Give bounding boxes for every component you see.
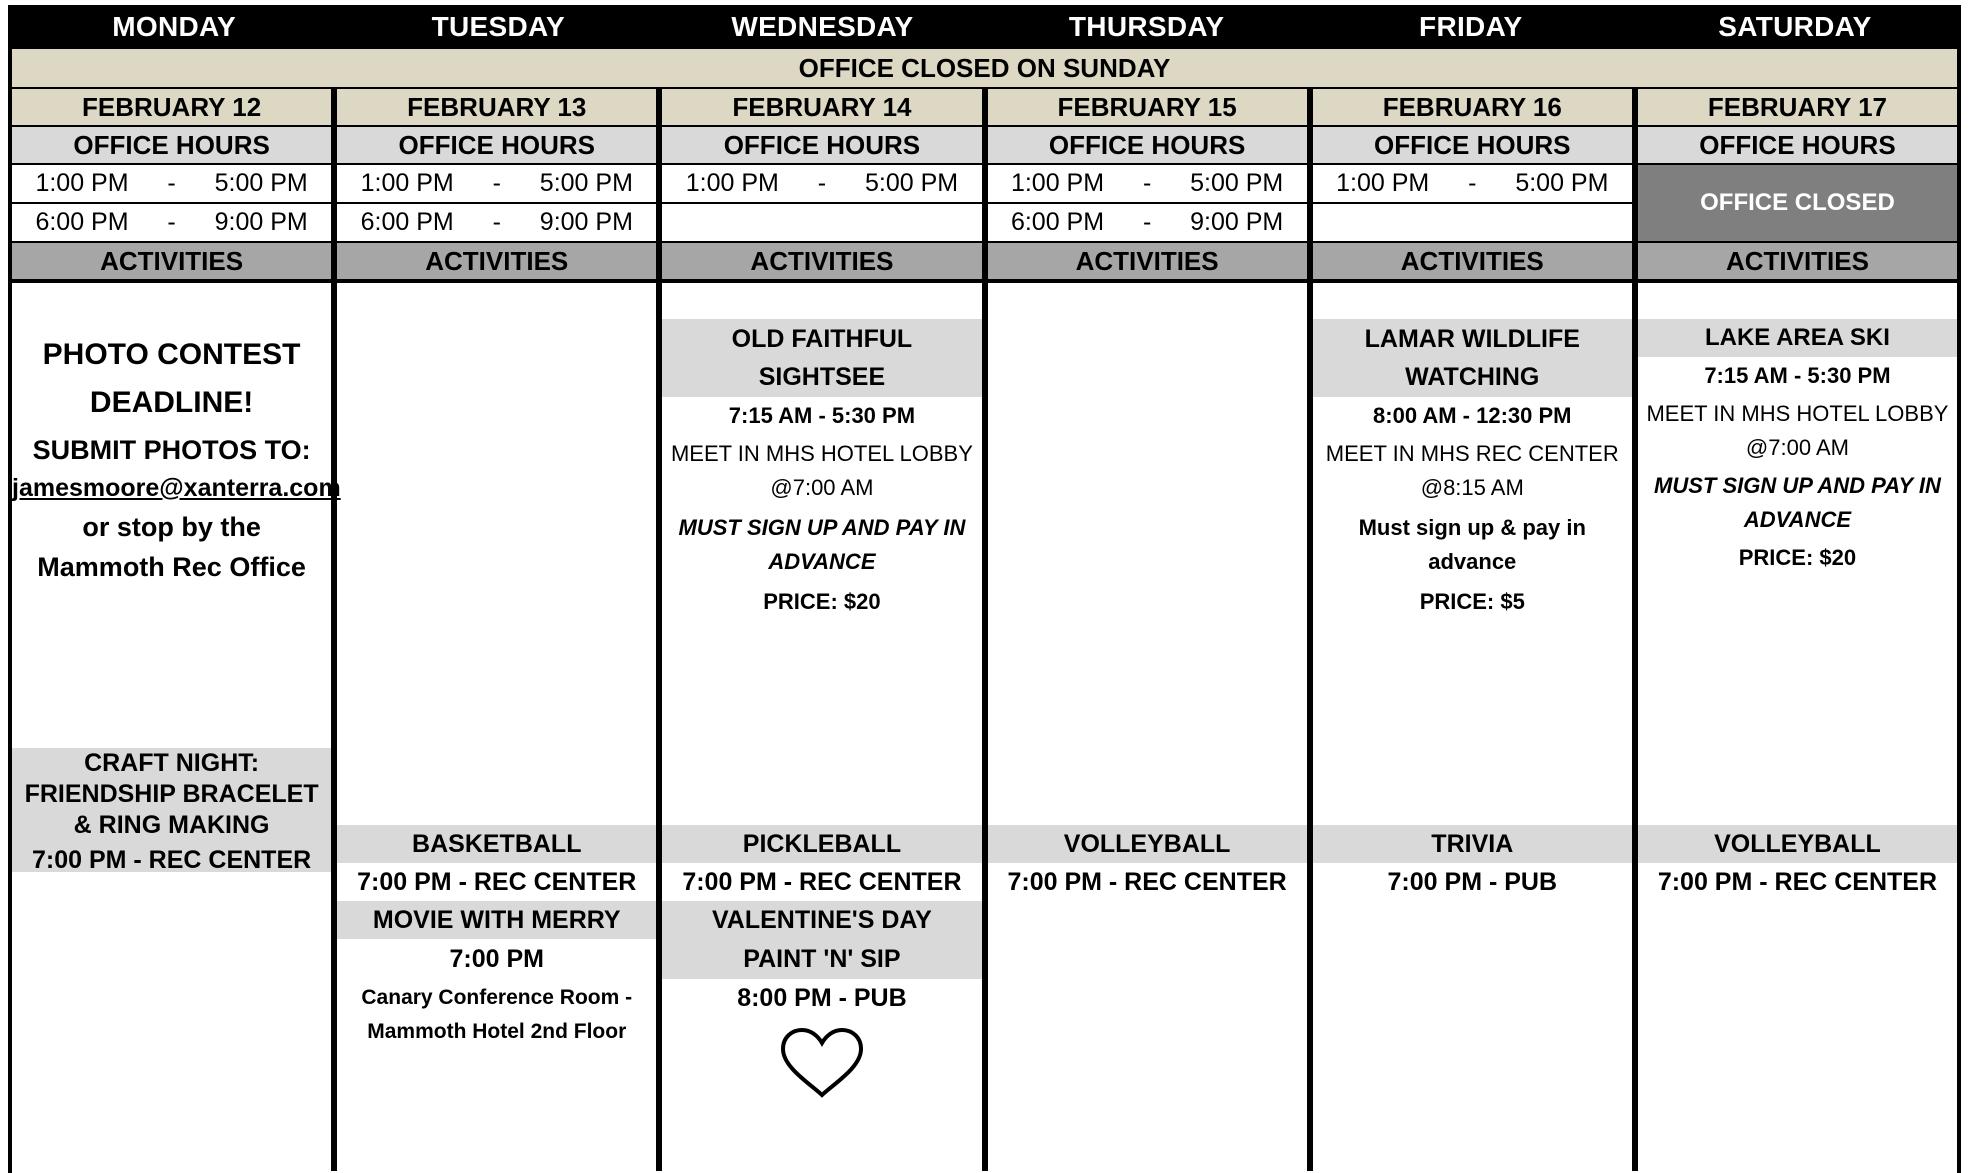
evening-activity-time: 7:00 PM - REC CENTER <box>1657 868 1938 896</box>
trip-title-2: WATCHING <box>1405 363 1540 391</box>
hours-row <box>1313 165 1632 204</box>
movie-time: 7:00 PM <box>449 945 544 973</box>
evening-activity-name: BASKETBALL <box>337 825 656 863</box>
hours-dash: - <box>167 208 176 236</box>
day-monday: MONDAY <box>112 11 236 42</box>
craft-line-1: CRAFT NIGHT: <box>84 749 260 777</box>
hours-row-empty <box>1313 204 1632 243</box>
office-hours-label: OFFICE HOURS <box>988 127 1307 165</box>
office-hours-label: OFFICE HOURS <box>1313 127 1632 165</box>
evening-activity-name: TRIVIA <box>1313 825 1632 863</box>
evening-activity-name: VOLLEYBALL <box>988 825 1307 863</box>
trip-time: 7:15 AM - 5:30 PM <box>728 403 916 428</box>
rec-office-text: Mammoth Rec Office <box>37 552 306 582</box>
activities-label: ACTIVITIES <box>662 243 981 283</box>
trip-title-band <box>662 319 981 397</box>
evening-activity-time: 7:00 PM - PUB <box>1387 868 1558 896</box>
activities-body <box>337 283 656 1171</box>
hours-end: 5:00 PM <box>214 169 308 197</box>
column-friday <box>1313 89 1638 1171</box>
date-cell: FEBRUARY 12 <box>12 89 331 127</box>
column-saturday <box>1638 89 1957 1171</box>
evening-activity-name: PICKLEBALL <box>662 825 981 863</box>
day-wednesday: WEDNESDAY <box>731 11 914 42</box>
activities-body <box>12 283 341 1171</box>
hours-row <box>12 165 331 204</box>
hours-row <box>662 165 981 204</box>
office-closed-block: OFFICE CLOSED <box>1638 165 1957 243</box>
trip-price: PRICE: $20 <box>1738 545 1857 570</box>
trip-time: 8:00 AM - 12:30 PM <box>1373 403 1572 428</box>
hours-row-empty <box>662 204 981 243</box>
trip-price: PRICE: $5 <box>1419 589 1525 614</box>
contest-email-link[interactable]: jamesmoore@xanterra.com <box>12 474 341 502</box>
submit-photos-label: SUBMIT PHOTOS TO: <box>32 435 311 465</box>
activities-label: ACTIVITIES <box>1638 243 1957 283</box>
activities-body <box>662 283 981 1171</box>
hours-start: 1:00 PM <box>360 169 454 197</box>
valentine-line-1: VALENTINE'S DAY <box>711 906 932 934</box>
column-tuesday <box>337 89 662 1171</box>
hours-dash: - <box>817 169 827 197</box>
date-cell: FEBRUARY 14 <box>662 89 981 127</box>
trip-title-2: SIGHTSEE <box>758 363 886 391</box>
movie-location-2: Mammoth Hotel 2nd Floor <box>367 1020 627 1043</box>
hours-row <box>337 165 656 204</box>
trip-title-band <box>1313 319 1632 397</box>
stop-by-text: or stop by the <box>82 512 261 542</box>
calendar-sheet <box>8 5 1961 1173</box>
hours-start: 6:00 PM <box>1010 208 1105 236</box>
hours-row <box>988 204 1307 243</box>
activities-label: ACTIVITIES <box>12 243 331 283</box>
trip-meet-1: MEET IN MHS REC CENTER <box>1325 441 1619 466</box>
activities-label: ACTIVITIES <box>337 243 656 283</box>
evening-activity-time: 7:00 PM - REC CENTER <box>682 868 962 896</box>
activities-body <box>1313 283 1632 1171</box>
activities-body <box>1638 283 1957 1171</box>
hours-dash: - <box>167 169 176 197</box>
trip-title: LAKE AREA SKI <box>1638 319 1957 357</box>
hours-dash: - <box>492 169 501 197</box>
hours-dash: - <box>492 208 501 236</box>
hours-dash: - <box>1142 169 1152 197</box>
hours-row <box>12 204 331 243</box>
hours-dash: - <box>1468 169 1477 197</box>
hours-end: 5:00 PM <box>1515 169 1609 197</box>
hours-end: 9:00 PM <box>539 208 633 236</box>
trip-meet-1: MEET IN MHS HOTEL LOBBY <box>1646 401 1949 426</box>
date-cell: FEBRUARY 15 <box>988 89 1307 127</box>
trip-meet-2: @7:00 AM <box>1745 435 1849 460</box>
hours-start: 6:00 PM <box>360 208 454 236</box>
day-thursday: THURSDAY <box>1068 11 1225 42</box>
column-monday <box>12 89 341 1171</box>
photo-contest-title: PHOTO CONTEST <box>42 338 301 371</box>
trip-note-2: advance <box>1428 549 1517 574</box>
hours-dash: - <box>1142 208 1152 236</box>
hours-end: 5:00 PM <box>864 169 959 197</box>
sunday-closed-banner: OFFICE CLOSED ON SUNDAY <box>12 49 1957 89</box>
date-cell: FEBRUARY 13 <box>337 89 656 127</box>
movie-name: MOVIE WITH MERRY <box>337 901 656 939</box>
office-hours-label: OFFICE HOURS <box>12 127 331 165</box>
office-hours-label: OFFICE HOURS <box>337 127 656 165</box>
trip-title-1: OLD FAITHFUL <box>731 325 913 353</box>
trip-meet-2: @7:00 AM <box>770 475 874 500</box>
hours-row <box>337 204 656 243</box>
hours-end: 5:00 PM <box>1190 169 1284 197</box>
column-wednesday <box>662 89 987 1171</box>
hours-end: 9:00 PM <box>1190 208 1284 236</box>
column-thursday <box>988 89 1313 1171</box>
day-friday: FRIDAY <box>1419 11 1523 42</box>
activities-label: ACTIVITIES <box>988 243 1307 283</box>
activities-label: ACTIVITIES <box>1313 243 1632 283</box>
hours-start: 1:00 PM <box>1010 169 1105 197</box>
hours-end: 5:00 PM <box>539 169 633 197</box>
office-hours-label: OFFICE HOURS <box>1638 127 1957 165</box>
hours-end: 9:00 PM <box>214 208 308 236</box>
trip-note-1: MUST SIGN UP AND PAY IN <box>1654 473 1941 498</box>
evening-activity-name: VOLLEYBALL <box>1638 825 1957 863</box>
trip-title-1: LAMAR WILDLIFE <box>1364 325 1580 353</box>
trip-meet-2: @8:15 AM <box>1420 475 1524 500</box>
trip-note-2: ADVANCE <box>768 549 876 574</box>
activities-body <box>988 283 1307 1171</box>
movie-location-1: Canary Conference Room - <box>361 986 633 1009</box>
hours-start: 1:00 PM <box>685 169 779 197</box>
trip-time: 7:15 AM - 5:30 PM <box>1704 363 1891 388</box>
valentine-band <box>662 901 981 979</box>
trip-price: PRICE: $20 <box>763 589 881 614</box>
office-hours-label: OFFICE HOURS <box>662 127 981 165</box>
trip-note-1: MUST SIGN UP AND PAY IN <box>678 515 966 540</box>
hours-start: 1:00 PM <box>35 169 129 197</box>
trip-meet-1: MEET IN MHS HOTEL LOBBY <box>670 441 973 466</box>
craft-night-time: 7:00 PM - REC CENTER <box>31 846 312 874</box>
heart-icon <box>779 1027 865 1099</box>
photo-contest-deadline: DEADLINE! <box>89 386 254 419</box>
day-header-row <box>12 5 1957 49</box>
hours-start: 6:00 PM <box>35 208 129 236</box>
hours-start: 1:00 PM <box>1336 169 1430 197</box>
hours-row <box>988 165 1307 204</box>
craft-line-2: FRIENDSHIP BRACELET <box>24 780 319 808</box>
day-tuesday: TUESDAY <box>431 11 565 42</box>
evening-activity-time: 7:00 PM - REC CENTER <box>357 868 637 896</box>
day-saturday: SATURDAY <box>1718 11 1872 42</box>
date-cell: FEBRUARY 17 <box>1638 89 1957 127</box>
valentine-line-2: PAINT 'N' SIP <box>743 945 901 973</box>
trip-note-2: ADVANCE <box>1743 507 1852 532</box>
week-grid <box>12 89 1957 1171</box>
valentine-time: 8:00 PM - PUB <box>737 984 907 1012</box>
trip-note-1: Must sign up & pay in <box>1358 515 1586 540</box>
craft-line-3: & RING MAKING <box>73 811 270 839</box>
evening-activity-time: 7:00 PM - REC CENTER <box>1007 868 1287 896</box>
date-cell: FEBRUARY 16 <box>1313 89 1632 127</box>
